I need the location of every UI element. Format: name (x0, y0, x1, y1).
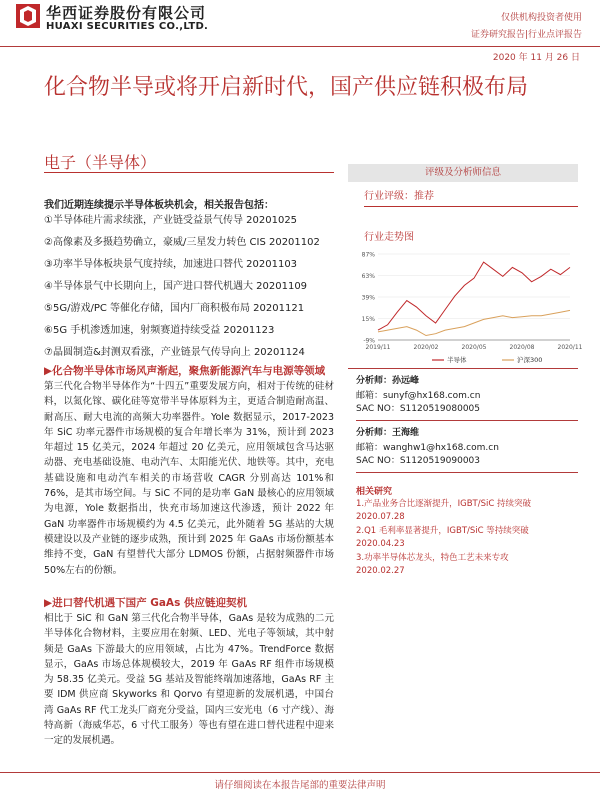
list-item: ①半导体硅片需求续涨，产业链受益景气传导 20201025 (44, 215, 298, 226)
y-tick-label: 39% (361, 294, 375, 302)
list-item[interactable]: 1.产品业务合比逐渐提升，IGBT/SiC 持续突破 (356, 499, 531, 509)
section-heading-text: 化合物半导体市场风声渐起，聚焦新能源汽车与电源等领域 (52, 365, 326, 377)
intro-text: 我们近期连续提示半导体板块机会，相关报告包括： (44, 200, 274, 211)
sac-number: S1120519090003 (399, 456, 480, 466)
sac-label: SAC NO： (356, 456, 400, 466)
analyst-2-sac (356, 456, 578, 468)
legal-notice: 请仔细阅读在本报告尾部的重要法律声明 (214, 780, 386, 791)
legend-label: 半导体 (447, 356, 467, 364)
x-tick-label: 2019/11 (365, 344, 391, 351)
brand-name-en: HUAXI SECURITIES CO.,LTD. (46, 21, 209, 32)
series-line (378, 262, 570, 330)
analyst-divider (356, 472, 578, 473)
y-tick-label: -9% (363, 337, 375, 345)
related-reports-list (44, 210, 334, 364)
list-item: 2020.02.27 (356, 566, 405, 577)
email-link[interactable]: wanghw1@hx168.com.cn (383, 443, 499, 453)
page-title: 化合物半导或将开启新时代，国产供应链积极布局 (44, 75, 529, 100)
list-item: ③功率半导体板块景气度持续，加速进口替代 20201103 (44, 259, 298, 270)
rating-divider (364, 206, 578, 207)
series-line (378, 310, 570, 335)
analyst-label: 分析师： (356, 428, 393, 438)
section-heading (44, 596, 334, 611)
analyst-2-email (356, 443, 578, 455)
list-item[interactable]: 2.Q1 毛利率显著提升，IGBT/SiC 等持续突破 (356, 525, 529, 536)
rating-analyst-header: 评级及分析师信息 (348, 164, 578, 182)
related-research-heading: 相关研究 (356, 487, 393, 497)
sector-divider (44, 172, 334, 173)
sac-number: S1120519080005 (399, 404, 480, 414)
audience-tagline: 仅供机构投资者使用 (500, 13, 582, 23)
analyst-1-sac (356, 404, 578, 416)
email-link[interactable]: sunyf@hx168.com.cn (383, 391, 481, 401)
analyst-1-email (356, 391, 578, 403)
y-tick-label: 63% (361, 273, 375, 280)
header-divider (0, 46, 600, 47)
x-tick-label: 2020/08 (509, 344, 535, 351)
section-compound-semi (44, 364, 334, 578)
chart-divider (348, 368, 578, 369)
section-body: 相比于 SiC 和 GaN 第三代化合物半导体，GaAs 是较为成熟的二元半导体化合物材料，主要应用在射频、LED、光电子等领域，其中射频是 GaAs 下游最大的应用领域，占比为 47%。TrendForce 数据显示，GaAs 市场总体规模较大，2019 年 GaAs RF 组件市场规模为 58.35 亿美元。受益 5G 基站及智能终端加速落地，GaAs RF 主要 IDM 供应商 Skyworks 和 Qorvo 有望迎新的发展机遇，中国台湾 GaAs RF 代工龙头厂商充分受益，国内三安光电（6 寸产线）、海特高新（海威华芯，6 寸代工服务）等也有望在进口替代进程中迎来一定的发展机遇。 (44, 613, 334, 747)
list-item: ⑤5G/游戏/PC 等催化存储，国内厂商积极布局 20201121 (44, 303, 305, 314)
analyst-divider (356, 420, 578, 421)
list-item: ②高像素及多摄趋势确立，豪威/三星发力转色 CIS 20201102 (44, 237, 320, 248)
related-research-list (356, 498, 578, 578)
industry-trend-chart (352, 248, 583, 368)
analyst-name: 王海维 (392, 428, 420, 438)
sector-title: 电子（半导体） (44, 153, 157, 172)
analyst-2-name (356, 428, 578, 440)
list-item: ⑥5G 手机渗透加速，射频赛道持续受益 20201123 (44, 325, 275, 336)
section-body: 第三代化合物半导体作为“十四五”重要发展方向，相对于传统的硅材料，以氮化镓、碳化硅等宽带半导体原料为主，更适合制造耐高温、耐高压、耐大电流的高频大功率器件。Yole 数据显示，2017-2023 年 SiC 功率元器件市场规模的复合年增长率为 31%，预计到 2023 年超过 15 亿美元，2024 年超过 20 亿美元，应用领域包含马达驱动器、充电基础设施、电动汽车、太阳能光伏、地铁等。其中，充电基础设施和电动汽车相关的市场营收 CAGR 分别高达 101%和 76%，是其市场空间。与 SiC 不同的是功率 GaN 最核心的应用领域为电源，Yole 数据指出，快充市场加速这代渗透，预计 2022 年 GaN 功率器件市场规模约为 4.5 亿美元，此外随着 5G 基站的大规模建设以及产业链的逐步成熟，预计到 2025 年 GaAs 市场份额基本维持不变，GaN 有望替代大部分 LDMOS 份额，占据射频器件市场 50%左右的份额。 (44, 381, 334, 576)
list-item: 2020.04.23 (356, 539, 405, 550)
section-heading (44, 364, 334, 379)
list-item[interactable]: 3.功率半导体芯龙头，特色工艺未来专攻 (356, 552, 509, 563)
section-heading-text: 进口替代机遇下国产 GaAs 供应链迎契机 (52, 597, 247, 609)
email-label: 邮箱： (356, 443, 384, 453)
list-item: ⑦晶圆制造&封测双看涨，产业链景气传导向上 20201124 (44, 347, 305, 358)
x-tick-label: 2020/05 (461, 344, 487, 351)
sac-label: SAC NO： (356, 404, 400, 414)
legend-label: 沪深300 (517, 356, 543, 364)
x-tick-label: 2020/02 (413, 344, 439, 351)
x-tick-label: 2020/11 (557, 344, 583, 351)
company-logo-icon (16, 4, 40, 28)
industry-rating: 行业评级：推荐 (364, 191, 434, 202)
footer-divider (0, 772, 600, 773)
analyst-1-name (356, 376, 578, 388)
y-tick-label: 87% (361, 251, 375, 259)
email-label: 邮箱： (356, 391, 384, 401)
report-type: 证券研究报告|行业点评报告 (470, 30, 582, 40)
brand-name-cn: 华西证券股份有限公司 (46, 4, 207, 22)
analyst-name: 孙远峰 (392, 376, 420, 386)
list-item: ④半导体景气中长期向上，国产进口替代机遇大 20201109 (44, 281, 308, 292)
report-date: 2020 年 11 月 26 日 (492, 53, 580, 63)
section-gaas (44, 596, 334, 749)
triangle-bullet-icon: ▶ (44, 597, 53, 609)
trend-chart-title: 行业走势图 (364, 232, 414, 243)
analyst-label: 分析师： (356, 376, 393, 386)
triangle-bullet-icon: ▶ (44, 365, 53, 377)
list-item: 2020.07.28 (356, 512, 405, 523)
y-tick-label: 15% (361, 316, 375, 323)
